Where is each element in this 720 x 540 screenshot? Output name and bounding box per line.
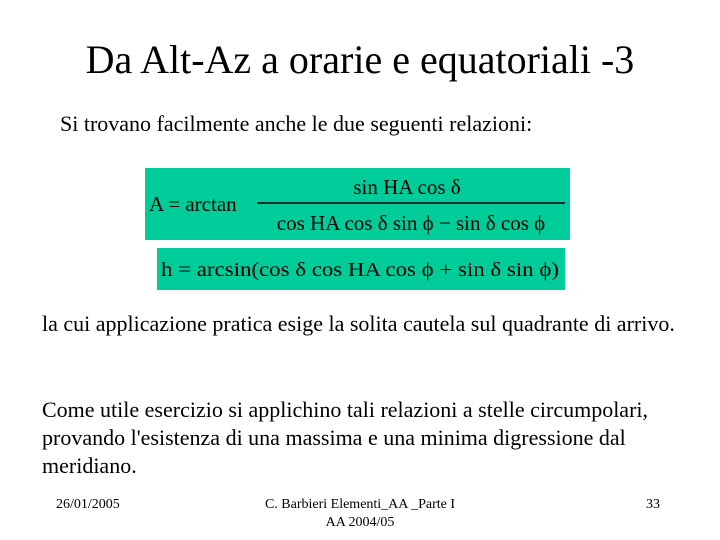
- equation-altitude-box: [157, 248, 565, 290]
- footer-course: [240, 496, 480, 532]
- paragraph-exercise: Come utile esercizio si applichino tali relazioni a stelle circumpolari, provando l'esistenza di una massima e una minima digressione dal meridiano.: [42, 397, 649, 478]
- equation-azimuth-denominator: cos HA cos δ sin ϕ − sin δ cos ϕ: [276, 211, 546, 235]
- intro-text: Si trovano facilmente anche le due seguenti relazioni:: [60, 111, 533, 136]
- paragraph-application: la cui applicazione pratica esige la solita cautela sul quadrante di arrivo.: [42, 311, 675, 336]
- footer-date: 26/01/2005: [56, 497, 120, 512]
- equation-azimuth-box: [145, 168, 570, 240]
- equation-altitude-text: h = arcsin(cos δ cos HA cos ϕ + sin δ sin ϕ): [161, 259, 559, 281]
- equation-azimuth-numerator: sin HA cos δ: [353, 175, 461, 199]
- equation-azimuth-lhs: A = arctan: [149, 192, 237, 216]
- footer-course-line2: AA 2004/05: [325, 515, 395, 530]
- slide-title: Da Alt-Az a orarie e equatoriali -3: [85, 37, 635, 82]
- equation-azimuth: [145, 168, 570, 240]
- equation-altitude: [157, 248, 565, 290]
- footer-course-line1: C. Barbieri Elementi_AA _Parte I: [264, 497, 456, 512]
- footer-page-number: 33: [646, 497, 660, 512]
